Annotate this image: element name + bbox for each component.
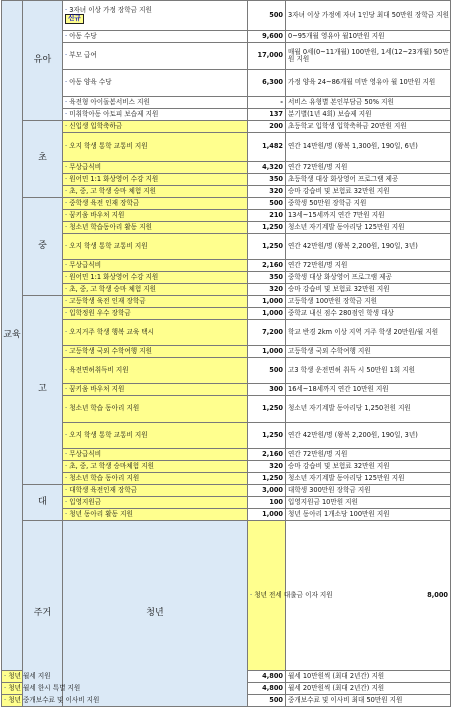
- item-cell: [63, 423, 248, 449]
- table-row: [2, 473, 451, 485]
- description-cell: 초등학생 대상 화상영어 프로그램 제공: [286, 174, 451, 186]
- amount-cell: 1,250: [248, 423, 286, 449]
- item-label: 무상급식비: [69, 162, 102, 171]
- table-row: [2, 162, 451, 174]
- description-cell: 고3 학생 운전면허 취득 시 50만원 1회 지원: [286, 358, 451, 384]
- table-row: [2, 320, 451, 346]
- table-row: [2, 284, 451, 296]
- table-row: [2, 97, 451, 109]
- description-cell: 0~95개월 영유아 월10만원 지원: [286, 31, 451, 43]
- subcategory-cell-youth: [63, 521, 248, 707]
- amount-cell: 1,482: [248, 133, 286, 162]
- item-cell: [63, 121, 248, 133]
- item-cell: [63, 234, 248, 260]
- table-row: [2, 1, 451, 31]
- description-cell: 연간 72만원/명 지원: [286, 260, 451, 272]
- table-row: [2, 133, 451, 162]
- item-label: 오지거주 학생 행복 교육 택시: [69, 327, 155, 336]
- item-cell: [63, 210, 248, 222]
- item-cell: [63, 296, 248, 308]
- bullet-icon: ·: [65, 272, 68, 281]
- item-label: 오지 학생 통학 교통비 지원: [69, 142, 148, 151]
- item-cell: [63, 346, 248, 358]
- bullet-icon: ·: [65, 121, 68, 130]
- table-row: [2, 272, 451, 284]
- table-row: [2, 109, 451, 121]
- table-row: [2, 260, 451, 272]
- bullet-icon: ·: [65, 485, 68, 494]
- subcategory-label: 고: [38, 384, 47, 395]
- table-row: [2, 521, 451, 671]
- subcategory-cell-high: [23, 296, 63, 485]
- amount-cell: 9,600: [248, 31, 286, 43]
- item-cell: [63, 174, 248, 186]
- table-row: [2, 358, 451, 384]
- amount-cell: 7,200: [248, 320, 286, 346]
- amount-cell: 350: [248, 272, 286, 284]
- item-cell: [63, 509, 248, 521]
- table-row: [2, 461, 451, 473]
- bullet-icon: ·: [250, 591, 253, 600]
- item-cell: [63, 70, 248, 97]
- item-cell: [63, 43, 248, 70]
- table-row: [2, 308, 451, 320]
- amount-cell: 2,160: [248, 260, 286, 272]
- description-cell: 월세 10만원씩 (최대 2년간) 지원: [286, 671, 451, 683]
- table-row: [2, 198, 451, 210]
- bullet-icon: ·: [65, 142, 68, 151]
- amount-cell: 4,320: [248, 162, 286, 174]
- bullet-icon: ·: [65, 308, 68, 317]
- item-label: 꿈키움 바우처 지원: [69, 384, 125, 393]
- description-cell: 청소년 자기계발 동아리당 1,250천원 지원: [286, 396, 451, 423]
- item-cell: [63, 222, 248, 234]
- table-row: [2, 346, 451, 358]
- table-row: [2, 497, 451, 509]
- bullet-icon: ·: [65, 51, 68, 60]
- bullet-icon: ·: [65, 162, 68, 171]
- item-cell: [63, 260, 248, 272]
- amount-cell: 1,250: [248, 222, 286, 234]
- item-cell: [2, 695, 100, 707]
- item-cell: [63, 384, 248, 396]
- description-cell: 승마 강습비 및 보험료 32만원 지원: [286, 461, 451, 473]
- description-cell: 연간 72만원/명 지원: [286, 449, 451, 461]
- amount-cell: 1,000: [248, 308, 286, 320]
- amount-cell: 350: [248, 174, 286, 186]
- amount-cell: 1,000: [248, 509, 286, 521]
- item-cell: [63, 97, 248, 109]
- description-cell: 승마 강습비 및 보험료 32만원 지원: [286, 284, 451, 296]
- item-cell: [63, 272, 248, 284]
- item-label: 청년 동아리 활동 지원: [69, 509, 133, 518]
- new-badge: 신규: [65, 14, 84, 24]
- subcategory-label: 대: [38, 496, 47, 507]
- item-label: 청년 월세 한시 특별 지원: [8, 684, 81, 693]
- item-label: 청년 월세 지원: [8, 672, 51, 681]
- description-cell: 16세~18세까지 연간 10만원 지원: [286, 384, 451, 396]
- subcategory-label: 유아: [33, 54, 52, 65]
- table-row: [2, 234, 451, 260]
- item-cell: [63, 461, 248, 473]
- table-row: [2, 121, 451, 133]
- table-row: [2, 296, 451, 308]
- item-cell: [63, 133, 248, 162]
- bullet-icon: ·: [65, 509, 68, 518]
- subcategory-label: 청년: [146, 607, 164, 618]
- amount-cell: 500: [248, 1, 286, 31]
- amount-cell: 2,160: [248, 449, 286, 461]
- item-label: 입영지원금: [69, 497, 102, 506]
- item-cell: [63, 162, 248, 174]
- table-row: [2, 396, 451, 423]
- table-row: [2, 449, 451, 461]
- bullet-icon: ·: [65, 97, 68, 106]
- item-cell: [63, 1, 248, 31]
- amount-cell: 1,000: [248, 296, 286, 308]
- item-label: 육전면허취득비 지원: [69, 365, 129, 374]
- item-label: 오지 학생 통학 교통비 지원: [69, 241, 148, 250]
- bullet-icon: ·: [65, 5, 68, 14]
- bullet-icon: ·: [65, 384, 68, 393]
- amount-cell: 500: [248, 198, 286, 210]
- description-cell: 입영지원금 10만원 지원: [286, 497, 451, 509]
- item-label: 무상급식비: [69, 260, 102, 269]
- item-cell: [63, 396, 248, 423]
- bullet-icon: ·: [65, 365, 68, 374]
- item-cell: [63, 284, 248, 296]
- amount-cell: 6,300: [248, 70, 286, 97]
- description-cell: 학교 반경 2km 이상 지역 거주 학생 20만원/월 지원: [286, 320, 451, 346]
- subcategory-cell-infant: [23, 1, 63, 121]
- table-row: [2, 485, 451, 497]
- amount-cell: 17,000: [248, 43, 286, 70]
- bullet-icon: ·: [4, 672, 7, 681]
- description-cell: 분기별(1년 4회) 보습제 지원: [286, 109, 451, 121]
- item-label: 대학생 육전인재 장학금: [69, 485, 138, 494]
- bullet-icon: ·: [65, 222, 68, 231]
- bullet-icon: ·: [65, 497, 68, 506]
- item-cell: [63, 198, 248, 210]
- item-label: 무상급식비: [69, 449, 102, 458]
- description-cell: 청년 동아리 1개소당 100만원 지원: [286, 509, 451, 521]
- item-label: 꿈키움 바우처 지원: [69, 210, 125, 219]
- table-row: [2, 222, 451, 234]
- table-row: [2, 210, 451, 222]
- description-cell: 중개보수료 및 이사비 최대 50만원 지원: [286, 695, 451, 707]
- item-label: 아동 양육 수당: [69, 78, 112, 87]
- amount-cell: 8,000: [286, 521, 451, 671]
- description-cell: 연간 42만원/명 (왕복 2,200원, 190일, 3년): [286, 234, 451, 260]
- item-cell: [63, 485, 248, 497]
- description-cell: 중학교 내신 점수 280점인 학생 대상: [286, 308, 451, 320]
- amount-cell: 4,800: [248, 683, 286, 695]
- amount-cell: -: [248, 97, 286, 109]
- amount-cell: 500: [248, 358, 286, 384]
- amount-cell: 200: [248, 121, 286, 133]
- bullet-icon: ·: [65, 198, 68, 207]
- item-label: 초, 중, 고 학생 승마 체험 지원: [69, 284, 157, 293]
- subcategory-label: 중: [38, 240, 47, 251]
- item-label: 미취학아동 아토피 보습제 지원: [69, 109, 159, 118]
- item-label: 아동 수당: [69, 31, 97, 40]
- bullet-icon: ·: [65, 78, 68, 87]
- description-cell: 연간 14만원/명 (왕복 1,300원, 190일, 6년): [286, 133, 451, 162]
- item-cell: [63, 308, 248, 320]
- category-label: 교육: [3, 329, 21, 340]
- table-row: [2, 423, 451, 449]
- description-cell: 고등학생 국외 수학여행 지원: [286, 346, 451, 358]
- item-cell: [2, 671, 51, 683]
- description-cell: 연간 42만원/명 (왕복 2,200원, 190일, 3년): [286, 423, 451, 449]
- description-cell: 13세~15세까지 연간 7만원 지원: [286, 210, 451, 222]
- item-cell: [63, 497, 248, 509]
- item-label: 초, 중, 고 학생 승마 체험 지원: [69, 186, 157, 195]
- item-label: 원어민 1:1 화상영어 수강 지원: [69, 174, 159, 183]
- bullet-icon: ·: [4, 684, 7, 693]
- description-cell: 가정 양육 24~86개월 미만 영유아 월 10만원 지원: [286, 70, 451, 97]
- table-row: [2, 70, 451, 97]
- item-cell: [63, 358, 248, 384]
- bullet-icon: ·: [65, 430, 68, 439]
- bullet-icon: ·: [65, 186, 68, 195]
- item-label: 청년 중개보수료 및 이사비 지원: [8, 696, 100, 705]
- item-cell: [63, 186, 248, 198]
- item-label: 청소년 학습동아리 활동 지원: [69, 222, 152, 231]
- bullet-icon: ·: [65, 241, 68, 250]
- budget-table: [1, 0, 451, 707]
- description-cell: 연간 72만원/명 지원: [286, 162, 451, 174]
- bullet-icon: ·: [65, 473, 68, 482]
- bullet-icon: ·: [65, 327, 68, 336]
- amount-cell: 1,250: [248, 396, 286, 423]
- bullet-icon: ·: [65, 284, 68, 293]
- amount-cell: 4,800: [248, 671, 286, 683]
- amount-cell: 210: [248, 210, 286, 222]
- item-label: 육전형 아이돌봄서비스 지원: [69, 97, 150, 106]
- description-cell: 청소년 자기계발 동아리당 125만원 지원: [286, 473, 451, 485]
- item-label: 고등학생 육전 인재 장학금: [69, 296, 146, 305]
- amount-cell: 320: [248, 461, 286, 473]
- table-row: [2, 186, 451, 198]
- amount-cell: 1,000: [248, 346, 286, 358]
- item-label: 부모 급여: [69, 51, 97, 60]
- category-label: 주거: [33, 607, 52, 618]
- description-cell: 서비스 유형별 본인부담금 50% 지원: [286, 97, 451, 109]
- item-label: 입학정원 우수 장학금: [69, 308, 131, 317]
- item-label: 오지 학생 통학 교통비 지원: [69, 430, 148, 439]
- amount-cell: 3,000: [248, 485, 286, 497]
- table-row: [2, 31, 451, 43]
- amount-cell: 500: [248, 695, 286, 707]
- description-cell: 고등학생 100만원 장학금 지원: [286, 296, 451, 308]
- description-cell: 청소년 자기계발 동아리당 125만원 지원: [286, 222, 451, 234]
- bullet-icon: ·: [65, 31, 68, 40]
- amount-cell: 300: [248, 384, 286, 396]
- description-cell: 초등학교 입학생 입학축하금 20만원 지원: [286, 121, 451, 133]
- bullet-icon: ·: [65, 461, 68, 470]
- item-label: 청년 전세 대출금 이자 지원: [254, 591, 333, 600]
- description-cell: 중학생 50만원 장학금 지원: [286, 198, 451, 210]
- subcategory-cell-elementary: [23, 121, 63, 198]
- item-label: 중학생 육전 인재 장학금: [69, 198, 140, 207]
- bullet-icon: ·: [65, 174, 68, 183]
- item-label: 원어민 1:1 화상영어 수강 지원: [69, 272, 159, 281]
- item-cell: [248, 521, 333, 671]
- item-cell: [63, 31, 248, 43]
- amount-cell: 100: [248, 497, 286, 509]
- subcategory-cell-university: [23, 485, 63, 521]
- bullet-icon: ·: [4, 696, 7, 705]
- item-label: 신입생 입학축하금: [69, 121, 123, 130]
- bullet-icon: ·: [65, 210, 68, 219]
- amount-cell: 137: [248, 109, 286, 121]
- bullet-icon: ·: [65, 404, 68, 413]
- description-cell: 중학생 대상 화상영어 프로그램 제공: [286, 272, 451, 284]
- description-cell: 월세 20만원씩 (최대 2년간) 지원: [286, 683, 451, 695]
- item-label: 청소년 학습 동아리 지원: [69, 473, 140, 482]
- category-cell-education: [2, 1, 23, 671]
- description-cell: 대학생 300만원 장학금 지원: [286, 485, 451, 497]
- bullet-icon: ·: [65, 260, 68, 269]
- subcategory-cell-middle: [23, 198, 63, 296]
- description-cell: 승마 강습비 및 보험료 32만원 지원: [286, 186, 451, 198]
- bullet-icon: ·: [65, 109, 68, 118]
- item-label: 고등학생 국외 수학여행 지원: [69, 346, 152, 355]
- item-cell: [63, 449, 248, 461]
- item-cell: [2, 683, 81, 695]
- description-cell: 3자녀 이상 가정에 자녀 1인당 최대 50만원 장학금 지원: [286, 1, 451, 31]
- bullet-icon: ·: [65, 346, 68, 355]
- item-cell: [63, 473, 248, 485]
- table-row: [2, 509, 451, 521]
- bullet-icon: ·: [65, 296, 68, 305]
- bullet-icon: ·: [65, 449, 68, 458]
- item-label: 청소년 학습 동아리 지원: [69, 404, 140, 413]
- amount-cell: 1,250: [248, 234, 286, 260]
- item-label: 초, 중, 고 학생 승마체험 지원: [69, 461, 154, 470]
- table-row: [2, 43, 451, 70]
- amount-cell: 1,250: [248, 473, 286, 485]
- item-cell: [63, 320, 248, 346]
- amount-cell: 320: [248, 186, 286, 198]
- table-row: [2, 174, 451, 186]
- item-label: 3자녀 이상 가정 장학금 지원: [69, 5, 152, 14]
- amount-cell: 320: [248, 284, 286, 296]
- description-cell: 매월 0세(0~11개월) 100만원, 1세(12~23개월) 50만원 지원: [286, 43, 451, 70]
- subcategory-label: 초: [38, 153, 47, 164]
- table-row: [2, 384, 451, 396]
- item-cell: [63, 109, 248, 121]
